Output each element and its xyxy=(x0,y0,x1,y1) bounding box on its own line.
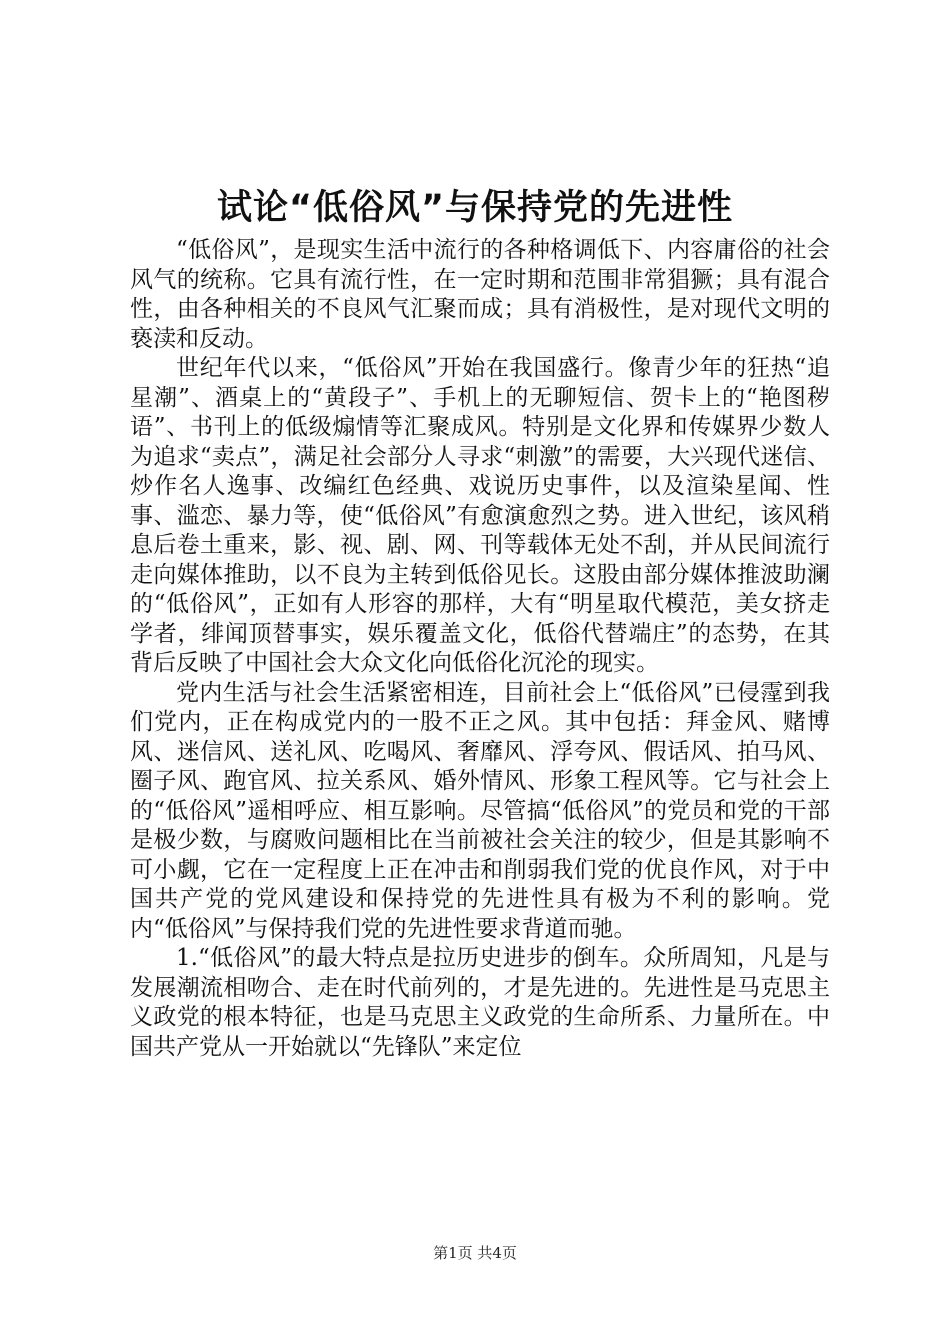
document-title: 试论“低俗风”与保持党的先进性 xyxy=(216,188,733,228)
page-number-footer: 第1页 共4页 xyxy=(433,1244,517,1262)
document-body xyxy=(130,236,830,1062)
paragraph-4: 1.“低俗风”的最大特点是拉历史进步的倒车。众所周知，凡是与发展潮流相吻合、走在时代前列的，才是先进的。先进性是马克思主义政党的根本特征，也是马克思主义政党的生命所系、力量所在。中国共产党从一开始就以“先锋队”来定位 xyxy=(130,945,830,1060)
paragraph-2: 世纪年代以来，“低俗风”开始在我国盛行。像青少年的狂热“追星潮”、酒桌上的“黄段子”、手机上的无聊短信、贺卡上的“艳图秽语”、书刊上的低级煽情等汇聚成风。特别是文化界和传媒界少数人为追求“卖点”，满足社会部分人寻求“刺激”的需要，大兴现代迷信、炒作名人逸事、改编红色经典、戏说历史事件，以及渲染星闻、性事、滥恋、暴力等，使“低俗风”有愈演愈烈之势。进入世纪，该风稍息后卷土重来，影、视、剧、网、刊等载体无处不刮，并从民间流行走向媒体推助，以不良为主转到低俗见长。这股由部分媒体推波助澜的“低俗风”，正如有人形容的那样，大有“明星取代模范，美女挤走学者，绯闻顶替事实，娱乐覆盖文化，低俗代替端庄”的态势，在其背后反映了中国社会大众文化向低俗化沉沦的现实。 xyxy=(130,355,830,676)
paragraph-3: 党内生活与社会生活紧密相连，目前社会上“低俗风”已侵霪到我们党内，正在构成党内的一股不正之风。其中包括：拜金风、赌博风、迷信风、送礼风、吃喝风、奢靡风、浮夸风、假话风、拍马风、圈子风、跑官风、拉关系风、婚外情风、形象工程风等。它与社会上的“低俗风”遥相呼应、相互影响。尽管搞“低俗风”的党员和党的干部是极少数，与腐败问题相比在当前被社会关注的较少，但是其影响不可小觑，它在一定程度上正在冲击和削弱我们党的优良作风，对于中国共产党的党风建设和保持党的先进性具有极为不利的影响。党内“低俗风”与保持我们党的先进性要求背道而驰。 xyxy=(130,679,830,942)
paragraph-1: “低俗风”，是现实生活中流行的各种格调低下、内容庸俗的社会风气的统称。它具有流行性，在一定时期和范围非常猖獗；具有混合性，由各种相关的不良风气汇聚而成；具有消极性，是对现代文明的亵渎和反动。 xyxy=(130,237,830,352)
